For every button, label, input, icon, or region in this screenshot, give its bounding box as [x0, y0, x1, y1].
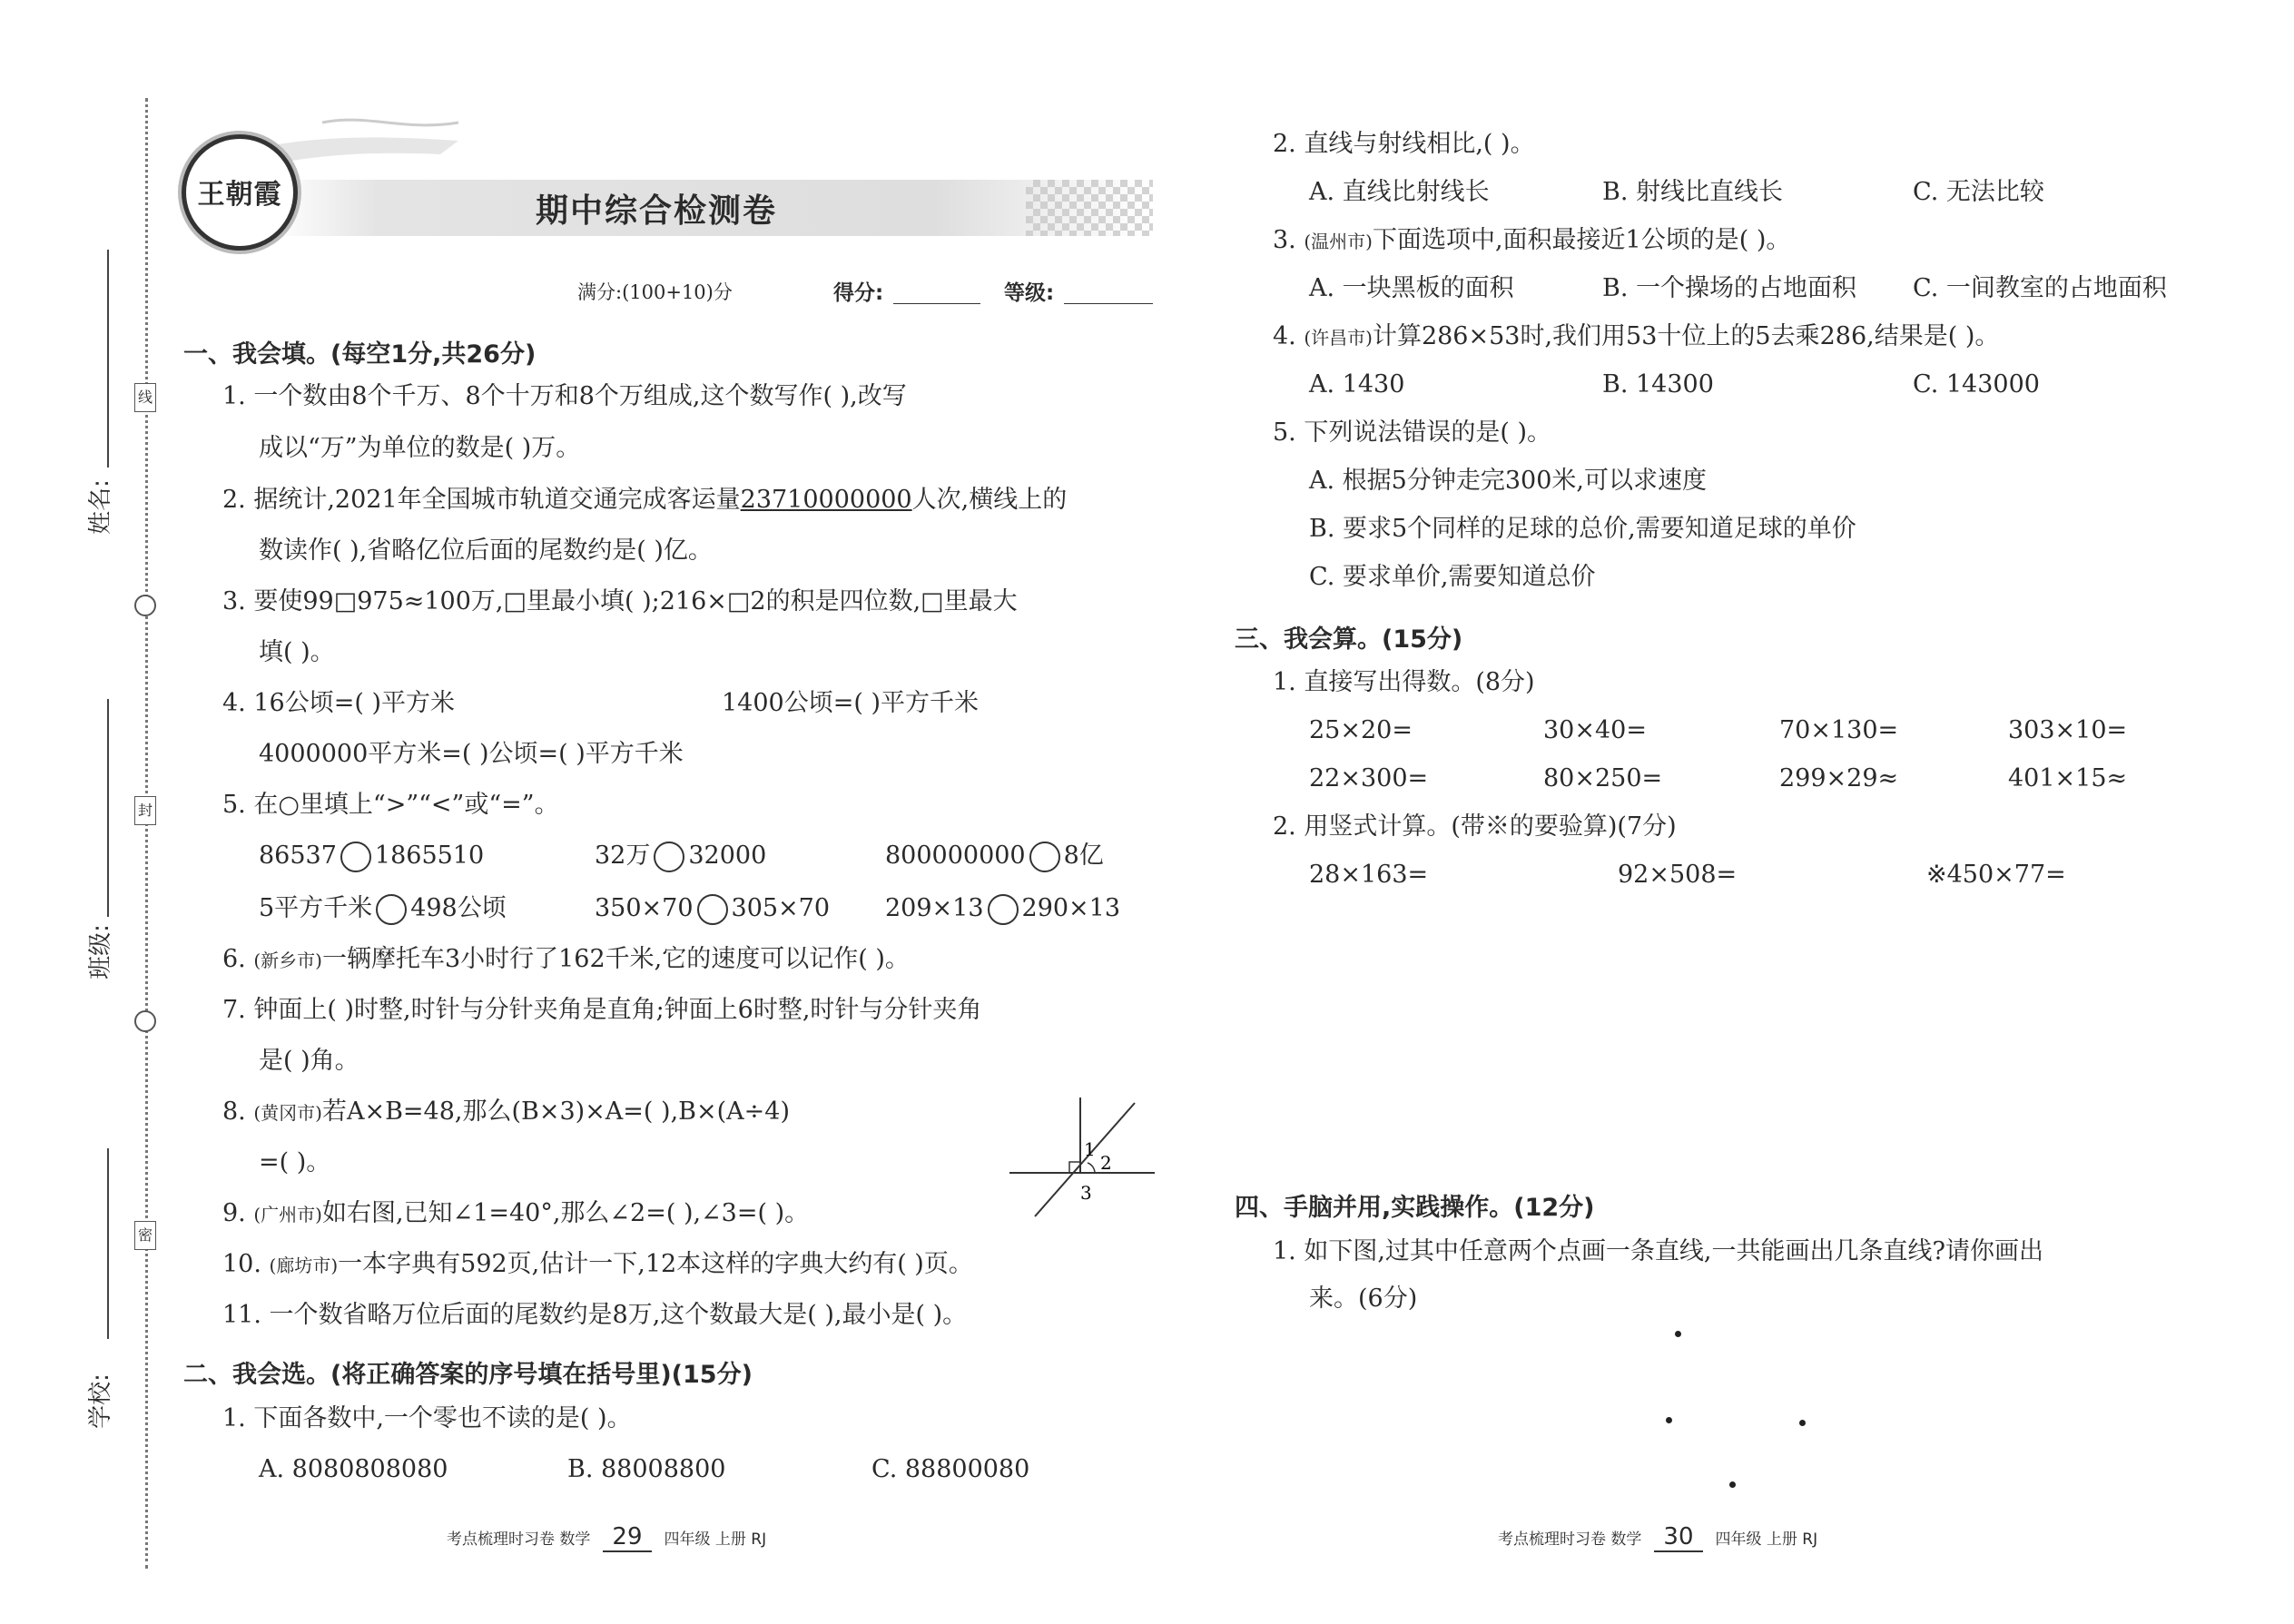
- choice-option[interactable]: C. 88800080: [871, 1455, 1030, 1483]
- calc-item: 25×20=: [1309, 716, 1413, 744]
- compare-circle[interactable]: [1029, 842, 1060, 872]
- brand-logo: [182, 134, 298, 251]
- calc-question-2: 2. 用竖式计算。(带※的要验算)(7分): [1273, 812, 1677, 841]
- question-11: 11. 一个数省略万位后面的尾数约是8万,这个数最大是( ),最小是( )。: [222, 1301, 968, 1329]
- point: [1666, 1417, 1672, 1423]
- school-label: 学校:: [86, 1373, 114, 1429]
- question-6: 6. (新乡市)一辆摩托车3小时行了162千米,它的速度可以记作( )。: [222, 945, 910, 973]
- region-tag: (黄冈市): [253, 1102, 322, 1124]
- question-3-cont: 填( )。: [259, 638, 335, 666]
- compare-circle[interactable]: [654, 842, 684, 872]
- full-score: 满分:(100+10)分: [577, 281, 733, 303]
- choice-option[interactable]: B. 14300: [1602, 370, 1714, 399]
- question-2: 2. 据统计,2021年全国城市轨道交通完成客运量23710000000人次,横线上的: [222, 486, 1068, 514]
- dotted-binding-line: [145, 98, 148, 1569]
- question-7-cont: 是( )角。: [259, 1047, 359, 1075]
- compare-circle[interactable]: [697, 894, 728, 925]
- choice-option[interactable]: A. 一块黑板的面积: [1309, 274, 1514, 302]
- question-3: 3. 要使99□975≈100万,□里最小填( );216×□2的积是四位数,□里最大: [222, 587, 1018, 615]
- calc-item: 303×10=: [2008, 716, 2128, 744]
- region-tag: (广州市): [253, 1204, 322, 1225]
- section-title: 一、我会填。(每空1分,共26分): [183, 340, 537, 369]
- choice-question-4: 4. (许昌市)计算286×53时,我们用53十位上的5去乘286,结果是( )。: [1273, 322, 2000, 350]
- choice-option[interactable]: A. 直线比射线长: [1309, 178, 1490, 206]
- name-label: 姓名:: [86, 479, 114, 535]
- angle-label-1: 1: [1084, 1138, 1096, 1160]
- question-5: 5. 在○里填上“>”“<”或“=”。: [222, 791, 559, 819]
- practice-question-1: 1. 如下图,过其中任意两个点画一条直线,一共能画出几条直线?请你画出: [1273, 1237, 2043, 1265]
- checker-decoration: [1026, 180, 1153, 236]
- practice-question-1-cont: 来。(6分): [1309, 1284, 1418, 1313]
- underlined-number: 23710000000: [740, 486, 912, 514]
- point: [1675, 1331, 1681, 1337]
- question-4a: 4. 16公顷=( )平方米: [222, 689, 455, 717]
- question-8: 8. (黄冈市)若A×B=48,那么(B×3)×A=( ),B×(A÷4): [222, 1097, 790, 1126]
- choice-option[interactable]: B. 一个操场的占地面积: [1602, 274, 1857, 302]
- calc-item: 70×130=: [1779, 716, 1899, 744]
- choice-option[interactable]: A. 8080808080: [259, 1455, 448, 1483]
- choice-option[interactable]: A. 1430: [1309, 370, 1405, 399]
- question-9: 9. (广州市)如右图,已知∠1=40°,那么∠2=( ),∠3=( )。: [222, 1199, 810, 1227]
- region-tag: (廊坊市): [269, 1255, 339, 1276]
- binding-ring-icon: [134, 595, 156, 616]
- calc-item: 92×508=: [1618, 861, 1738, 889]
- binding-ring-icon: [134, 1010, 156, 1032]
- choice-option[interactable]: C. 无法比较: [1913, 178, 2044, 206]
- calc-item: 80×250=: [1543, 764, 1663, 792]
- calc-question-1: 1. 直接写出得数。(8分): [1273, 668, 1535, 696]
- choice-question-5: 5. 下列说法错误的是( )。: [1273, 418, 1551, 447]
- question-4b: 1400公顷=( )平方千米: [722, 689, 979, 717]
- section-title: 三、我会算。(15分): [1235, 625, 1463, 654]
- choice-option[interactable]: B. 要求5个同样的足球的总价,需要知道足球的单价: [1309, 515, 1856, 543]
- compare-item: 209×13 290×13: [885, 893, 1120, 925]
- compare-item: 5平方千米 498公顷: [259, 893, 507, 925]
- compare-circle[interactable]: [340, 842, 371, 872]
- section-title: 四、手脑并用,实践操作。(12分): [1235, 1194, 1595, 1222]
- point: [1799, 1420, 1806, 1426]
- footer-left: 考点梳理时习卷 数学 29 四年级 上册 RJ: [447, 1523, 767, 1550]
- question-1-cont: 成以“万”为单位的数是( )万。: [259, 434, 581, 462]
- angle-figure: [1008, 1094, 1157, 1221]
- region-tag: (温州市): [1304, 231, 1373, 252]
- question-8-cont: =( )。: [259, 1148, 331, 1176]
- choice-question-3: 3. (温州市)下面选项中,面积最接近1公顷的是( )。: [1273, 226, 1791, 254]
- region-tag: (许昌市): [1304, 327, 1373, 349]
- choice-option[interactable]: C. 一间教室的占地面积: [1913, 274, 2167, 302]
- angle-label-2: 2: [1100, 1152, 1112, 1174]
- name-underline: [107, 250, 109, 468]
- question-1: 1. 一个数由8个千万、8个十万和8个万组成,这个数写作( ),改写: [222, 382, 907, 410]
- compare-item: 32万 32000: [595, 841, 766, 872]
- question-2-cont: 数读作( ),省略亿位后面的尾数约是( )亿。: [259, 536, 713, 565]
- grade-input-line[interactable]: [1064, 303, 1153, 304]
- section-title: 二、我会选。(将正确答案的序号填在括号里)(15分): [183, 1361, 753, 1389]
- class-label: 班级:: [86, 924, 114, 979]
- choice-question-1: 1. 下面各数中,一个零也不读的是( )。: [222, 1404, 632, 1432]
- score-input-line[interactable]: [893, 303, 980, 304]
- seal-box-secret: 密: [134, 1221, 156, 1250]
- footer-right: 考点梳理时习卷 数学 30 四年级 上册 RJ: [1498, 1523, 1818, 1550]
- school-underline: [107, 1148, 109, 1339]
- choice-option[interactable]: C. 要求单价,需要知道总价: [1309, 563, 1596, 591]
- choice-option[interactable]: B. 射线比直线长: [1602, 178, 1784, 206]
- region-tag: (新乡市): [253, 950, 322, 971]
- calc-item: 299×29≈: [1779, 764, 1899, 792]
- class-underline: [107, 699, 109, 917]
- angle-label-3: 3: [1080, 1182, 1092, 1204]
- choice-option[interactable]: A. 根据5分钟走完300米,可以求速度: [1309, 467, 1707, 495]
- compare-circle[interactable]: [988, 894, 1019, 925]
- compare-item: 800000000 8亿: [885, 841, 1104, 872]
- grade-label: 等级:: [1004, 281, 1055, 305]
- page-number: 30: [1654, 1523, 1702, 1552]
- question-10: 10. (廊坊市)一本字典有592页,估计一下,12本这样的字典大约有( )页。: [222, 1250, 973, 1278]
- logo-text: 王朝霞: [197, 179, 282, 211]
- question-4c: 4000000平方米=( )公顷=( )平方千米: [259, 740, 684, 768]
- score-label: 得分:: [833, 281, 884, 305]
- calc-item: 30×40=: [1543, 716, 1647, 744]
- choice-option[interactable]: C. 143000: [1913, 370, 2040, 399]
- compare-item: 350×70 305×70: [595, 893, 830, 925]
- compare-item: 86537 1865510: [259, 841, 484, 872]
- calc-item: ※450×77=: [1926, 861, 2066, 889]
- choice-question-2: 2. 直线与射线相比,( )。: [1273, 130, 1535, 158]
- question-7: 7. 钟面上( )时整,时针与分针夹角是直角;钟面上6时整,时针与分针夹角: [222, 996, 982, 1024]
- compare-circle[interactable]: [376, 894, 407, 925]
- choice-option[interactable]: B. 88008800: [567, 1455, 726, 1483]
- page-number: 29: [603, 1523, 651, 1552]
- point: [1729, 1481, 1736, 1488]
- calc-item: 28×163=: [1309, 861, 1429, 889]
- seal-box-seal: 封: [134, 796, 156, 825]
- calc-item: 22×300=: [1309, 764, 1429, 792]
- seal-box-line: 线: [134, 383, 156, 412]
- page-title: 期中综合检测卷: [536, 192, 778, 230]
- calc-item: 401×15≈: [2008, 764, 2128, 792]
